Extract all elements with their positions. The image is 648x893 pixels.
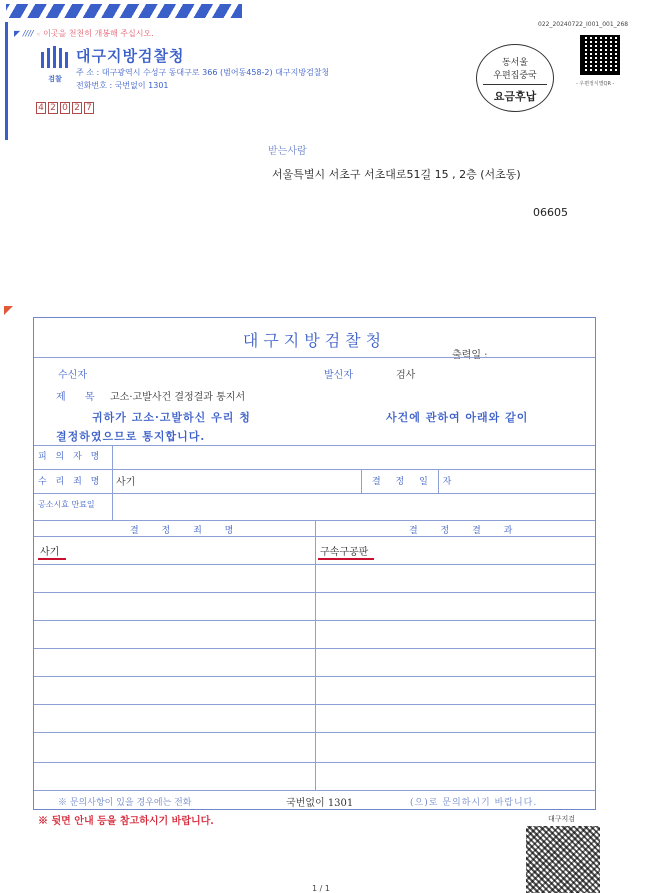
offense-label: 수 리 죄 명: [38, 477, 103, 487]
divider: [34, 357, 595, 358]
org-address: 주 소 : 대구광역시 수성구 동대구로 366 (범어동458-2) 대구지방검찰청: [76, 68, 330, 77]
decision-date-label: 결 정 일 자: [372, 477, 458, 487]
subject-value: 고소·고발사건 결정결과 통지서: [110, 392, 246, 403]
qr-label: 대구지검: [548, 815, 576, 823]
prosecution-logo: [38, 46, 72, 84]
row1-offense: 사기: [40, 547, 60, 558]
footer-phone: 국번없이 1301: [286, 798, 354, 809]
recipient-zip: 06605: [533, 206, 568, 219]
col-result-header: 결 정 결 과: [409, 526, 523, 536]
row1-result: 구속구공판: [320, 547, 369, 558]
envelope-stripe: [6, 4, 242, 18]
body-text-1: 귀하가 고소·고발하신 우리 청: [92, 411, 251, 424]
envelope-left-border: [5, 22, 8, 140]
postage-stamp: 동서울 우편집중국 요금후납: [476, 44, 554, 112]
org-name: 대구지방검찰청: [76, 47, 185, 65]
org-phone: 전화번호 : 국번없이 1301: [76, 81, 169, 90]
footer-text-1: ※ 문의사항이 있을 경우에는 전화: [58, 798, 192, 808]
doc-code: 022_20240722_I001_001_268: [538, 21, 629, 28]
offense-value: 사기: [116, 477, 136, 488]
back-notice: ※ 뒷면 안내 등을 참고하시기 바랍니다.: [38, 816, 214, 827]
footer-text-2: (으)로 문의하시기 바랍니다.: [410, 798, 538, 808]
recipient-address: 서울특별시 서초구 서초대로51길 15 , 2층 (서초동): [272, 168, 521, 181]
sender-value: 검사: [396, 370, 416, 381]
sender-zip: 4 2 0 2 7: [36, 95, 96, 114]
logo-caption: 검찰: [48, 75, 62, 83]
notification-form: [33, 317, 596, 810]
sender-label: 발신자: [324, 370, 353, 381]
document-qr-code: [526, 826, 600, 893]
page-number: 1 / 1: [312, 884, 330, 893]
print-date-label: 출력일 :: [452, 350, 488, 361]
body-text-3: 결정하였으므로 통지합니다.: [56, 430, 206, 443]
qr-caption: - 우편정식별QR -: [576, 81, 615, 87]
col-offense-header: 결 정 죄 명: [130, 526, 244, 536]
notice-arrow-icon: ◤ ////: [14, 29, 37, 38]
body-text-2: 사건에 관하여 아래와 같이: [386, 411, 529, 424]
recipient-label: 받는사람: [268, 146, 307, 157]
postal-qr-code: [580, 35, 620, 75]
form-title: 대구지방검찰청: [242, 331, 387, 350]
statute-label: 공소시효 만료일: [38, 500, 95, 509]
result-underline: [318, 558, 374, 560]
offense-underline: [38, 558, 66, 560]
suspect-label: 피 의 자 명: [38, 452, 103, 462]
subject-label: 제 목: [56, 392, 103, 403]
open-notice: ◤ //// ☜ 이곳을 천천히 개봉해 주십시오.: [14, 29, 154, 38]
corner-marker: [4, 306, 13, 315]
receiver-label: 수신자: [58, 370, 87, 381]
